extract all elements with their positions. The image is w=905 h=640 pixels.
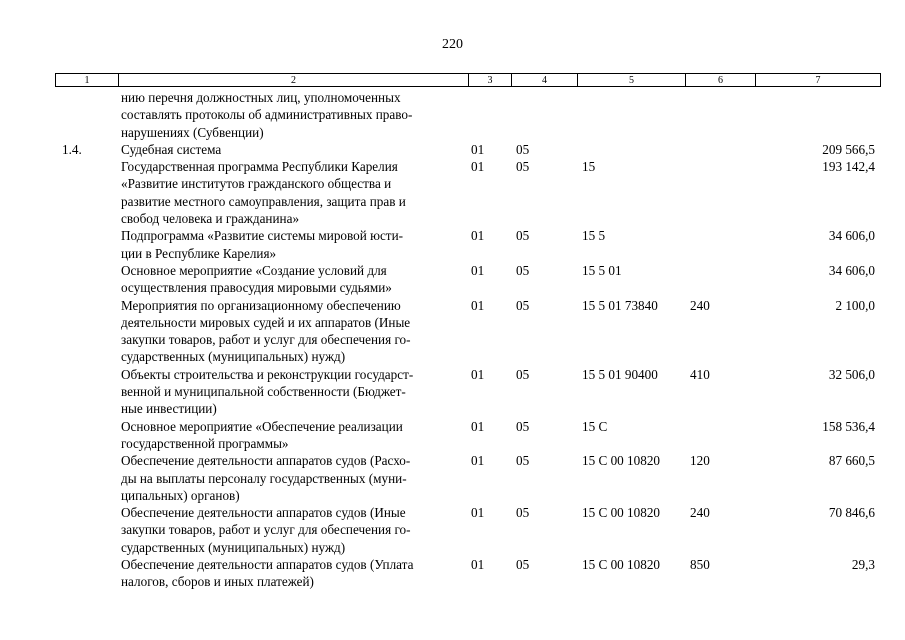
item-name-line: нию перечня должностных лиц, уполномоченных <box>121 90 401 105</box>
item-name-line: развитие местного самоуправления, защита прав и <box>121 193 406 209</box>
item-name-line: осуществления правосудия мировыми судьями» <box>121 280 392 296</box>
item-name-line: сударственных (муниципальных) нужд) <box>121 349 346 365</box>
subsection-code: 05 <box>516 366 530 382</box>
item-name-line: налогов, сборов и иных платежей) <box>121 574 314 590</box>
item-name-line: закупки товаров, работ и услуг для обеспечения го- <box>121 332 411 348</box>
item-name-line: Обеспечение деятельности аппаратов судов (Уплата <box>121 557 414 573</box>
amount: 193 142,4 <box>822 159 875 175</box>
column-header-1: 1 <box>56 74 119 87</box>
section-code: 01 <box>471 159 485 175</box>
item-name-line: «Развитие институтов гражданского общества и <box>121 176 392 192</box>
budget-table-body <box>55 89 880 591</box>
subsection-code: 05 <box>516 557 530 573</box>
target-article-code: 15 С 00 10820 <box>582 453 661 469</box>
column-header-3: 3 <box>469 74 512 87</box>
item-name-line: сударственных (муниципальных) нужд) <box>121 539 346 555</box>
expense-type-code: 240 <box>690 297 710 313</box>
column-header-row <box>56 74 881 87</box>
column-header-5: 5 <box>578 74 686 87</box>
section-code: 01 <box>471 297 485 313</box>
target-article-code: 15 С <box>582 418 608 434</box>
section-code: 01 <box>471 262 485 278</box>
amount: 158 536,4 <box>822 418 875 434</box>
target-article-code: 15 5 01 <box>582 262 622 278</box>
table-row <box>55 158 880 227</box>
amount: 32 506,0 <box>828 366 875 382</box>
section-code: 01 <box>471 418 485 434</box>
section-code: 01 <box>471 453 485 469</box>
subsection-code: 05 <box>516 159 530 175</box>
page-number: 220 <box>442 37 463 52</box>
item-name-line: Мероприятия по организационному обеспечению <box>121 297 401 313</box>
expense-type-code: 120 <box>690 453 710 469</box>
item-name <box>121 89 465 141</box>
item-name-line: закупки товаров, работ и услуг для обеспечения го- <box>121 522 411 538</box>
item-name-line: государственной программы» <box>121 435 289 451</box>
item-name <box>121 227 465 262</box>
item-name <box>121 366 465 418</box>
row-number: 1.4. <box>62 141 82 157</box>
item-name-line: ды на выплаты персоналу государственных (муни- <box>121 470 407 486</box>
section-code: 01 <box>471 141 485 157</box>
column-header-7: 7 <box>756 74 881 87</box>
item-name-line: деятельности мировых судей и их аппаратов (Иные <box>121 314 411 330</box>
table-row <box>55 366 880 418</box>
expense-type-code: 240 <box>690 505 710 521</box>
section-code: 01 <box>471 557 485 573</box>
item-name-line: Основное мероприятие «Создание условий для <box>121 262 387 278</box>
subsection-code: 05 <box>516 453 530 469</box>
target-article-code: 15 С 00 10820 <box>582 557 661 573</box>
column-header-6: 6 <box>686 74 756 87</box>
item-name-line: Обеспечение деятельности аппаратов судов (Расхо- <box>121 453 411 469</box>
amount: 87 660,5 <box>828 453 875 469</box>
item-name <box>121 262 465 297</box>
subsection-code: 05 <box>516 262 530 278</box>
section-code: 01 <box>471 505 485 521</box>
amount: 34 606,0 <box>828 262 875 278</box>
item-name-line: Подпрограмма «Развитие системы мировой юсти- <box>121 228 404 244</box>
table-row <box>55 89 880 141</box>
amount: 34 606,0 <box>828 228 875 244</box>
target-article-code: 15 5 01 90400 <box>582 366 658 382</box>
table-row <box>55 297 880 366</box>
item-name-line: Судебная система <box>121 141 222 157</box>
item-name <box>121 158 465 227</box>
table-row <box>55 262 880 297</box>
expense-type-code: 850 <box>690 557 710 573</box>
item-name <box>121 504 465 556</box>
table-row <box>55 556 880 591</box>
table-row <box>55 452 880 504</box>
item-name-line: Основное мероприятие «Обеспечение реализации <box>121 418 403 434</box>
amount: 209 566,5 <box>822 141 875 157</box>
table-row <box>55 418 880 453</box>
amount: 29,3 <box>851 557 875 573</box>
item-name-line: нарушениях (Субвенции) <box>121 124 264 140</box>
table-row <box>55 227 880 262</box>
column-header-2: 2 <box>119 74 469 87</box>
subsection-code: 05 <box>516 418 530 434</box>
amount: 2 100,0 <box>835 297 875 313</box>
item-name-line: Обеспечение деятельности аппаратов судов (Иные <box>121 505 406 521</box>
subsection-code: 05 <box>516 505 530 521</box>
subsection-code: 05 <box>516 297 530 313</box>
table-row <box>55 141 880 158</box>
item-name <box>121 556 465 591</box>
expense-type-code: 410 <box>690 366 710 382</box>
item-name-line: ципальных) органов) <box>121 487 240 503</box>
item-name-line: ции в Республике Карелия» <box>121 245 277 261</box>
subsection-code: 05 <box>516 141 530 157</box>
item-name-line: составлять протоколы об административных право- <box>121 107 413 123</box>
table-row <box>55 504 880 556</box>
section-code: 01 <box>471 366 485 382</box>
item-name <box>121 141 465 158</box>
target-article-code: 15 5 <box>582 228 606 244</box>
item-name <box>121 418 465 453</box>
item-name-line: венной и муниципальной собственности (Бюджет- <box>121 384 406 400</box>
item-name-line: ные инвестиции) <box>121 401 217 417</box>
target-article-code: 15 <box>582 159 596 175</box>
item-name <box>121 452 465 504</box>
target-article-code: 15 5 01 73840 <box>582 297 658 313</box>
subsection-code: 05 <box>516 228 530 244</box>
column-header-4: 4 <box>512 74 578 87</box>
amount: 70 846,6 <box>828 505 875 521</box>
item-name-line: Государственная программа Республики Карелия <box>121 159 398 175</box>
item-name-line: свобод человека и гражданина» <box>121 211 300 227</box>
item-name <box>121 297 465 366</box>
item-name-line: Объекты строительства и реконструкции государст- <box>121 366 414 382</box>
section-code: 01 <box>471 228 485 244</box>
target-article-code: 15 С 00 10820 <box>582 505 661 521</box>
column-header-table <box>55 73 881 87</box>
